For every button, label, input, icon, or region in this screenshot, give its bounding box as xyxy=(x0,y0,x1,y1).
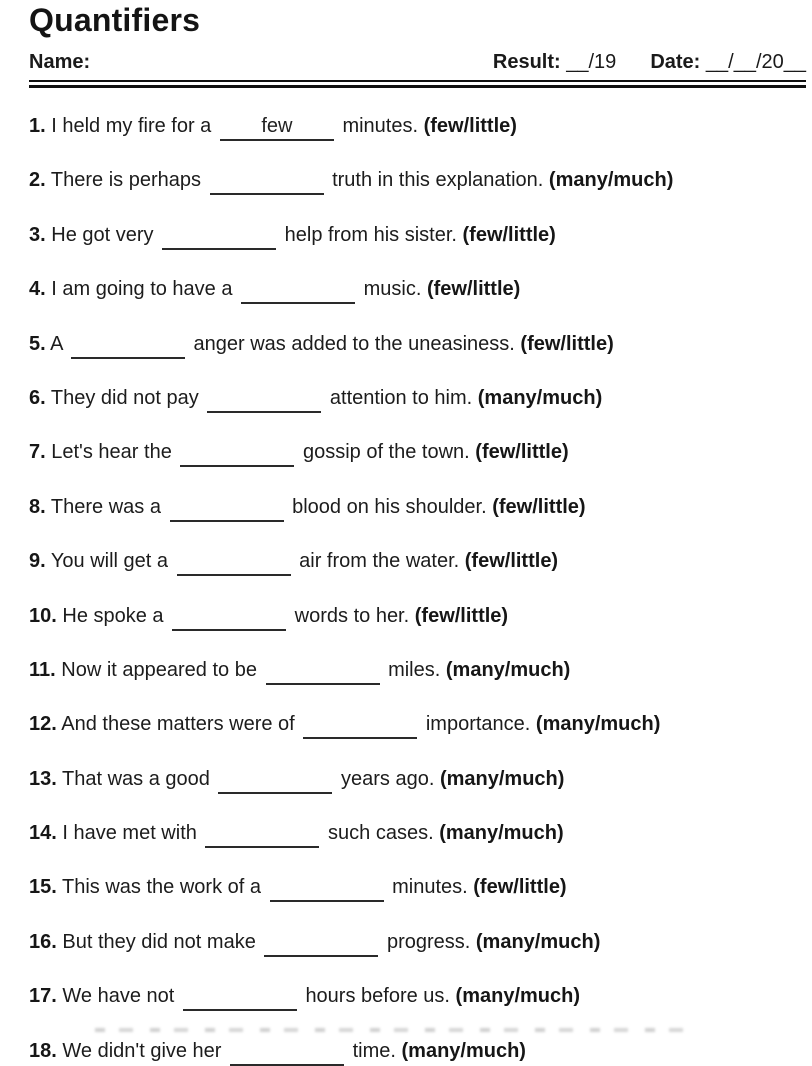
question-row xyxy=(29,712,806,739)
answer-blank[interactable] xyxy=(210,168,324,195)
question-text-before: He got very xyxy=(51,223,154,246)
answer-blank[interactable] xyxy=(270,875,384,902)
answer-blank[interactable] xyxy=(177,549,291,576)
question-number: 11. xyxy=(29,658,56,681)
answer-blank[interactable] xyxy=(71,332,185,359)
date-label: Date: xyxy=(650,51,701,73)
question-row xyxy=(29,440,806,467)
date-value: __/__/20__ xyxy=(705,51,806,73)
answer-blank[interactable] xyxy=(162,223,276,250)
answer-options: (few/little) xyxy=(462,223,556,246)
answer-text xyxy=(358,713,364,735)
question-text-after: miles. xyxy=(388,658,441,681)
question-row xyxy=(29,495,806,522)
answer-options: (few/little) xyxy=(426,278,521,301)
answer-blank[interactable] xyxy=(220,114,334,141)
question-row xyxy=(29,604,806,631)
question-text-after: time. xyxy=(352,1039,396,1062)
question-number: 1. xyxy=(29,115,46,137)
answer-options: (many/much) xyxy=(439,767,565,790)
answer-options: (few/little) xyxy=(475,441,569,464)
header-meta-right xyxy=(493,50,806,74)
answer-blank[interactable] xyxy=(172,604,286,631)
name-label: Name: xyxy=(29,51,91,73)
question-row xyxy=(29,1039,806,1066)
answer-text xyxy=(224,496,230,518)
question-row xyxy=(29,984,806,1011)
question-text-before: You will get a xyxy=(50,550,169,573)
question-text-before: Now it appeared to be xyxy=(61,658,257,681)
answer-blank[interactable] xyxy=(205,821,319,848)
question-number: 5. xyxy=(29,332,46,355)
answer-text xyxy=(284,1040,290,1062)
question-text-after: attention to him. xyxy=(329,386,473,409)
header-meta-row xyxy=(29,50,806,74)
answer-options: (many/much) xyxy=(535,713,661,736)
header-divider xyxy=(29,80,806,88)
answer-blank[interactable] xyxy=(207,386,321,413)
question-number: 13. xyxy=(29,767,57,790)
question-number: 16. xyxy=(29,930,57,953)
question-row xyxy=(29,114,806,141)
question-text-before: We didn't give her xyxy=(62,1039,222,1062)
answer-options: (many/much) xyxy=(439,822,564,845)
answer-options: (many/much) xyxy=(445,658,571,681)
answer-options: (few/little) xyxy=(473,876,567,899)
question-text-before: He spoke a xyxy=(62,604,164,627)
question-row xyxy=(29,223,806,250)
answer-text xyxy=(324,876,330,898)
answer-text xyxy=(264,169,270,191)
question-text-after: truth in this explanation. xyxy=(332,169,544,192)
question-text-after: such cases. xyxy=(328,822,434,845)
answer-options: (many/much) xyxy=(401,1039,526,1062)
answer-text xyxy=(260,822,266,844)
question-text-before: And these matters were of xyxy=(61,713,295,736)
answer-blank[interactable] xyxy=(180,440,294,467)
answer-text xyxy=(273,768,279,790)
answer-text xyxy=(125,333,131,355)
answer-text xyxy=(237,985,243,1007)
answer-options: (few/little) xyxy=(414,604,509,627)
answer-text xyxy=(319,931,325,953)
question-number: 10. xyxy=(29,604,57,627)
question-number: 9. xyxy=(29,550,46,573)
question-row xyxy=(29,821,806,848)
question-number: 7. xyxy=(29,441,46,464)
question-text-before: This was the work of a xyxy=(62,876,261,899)
question-text-after: gossip of the town. xyxy=(302,441,470,464)
question-text-after: minutes. xyxy=(342,115,419,137)
question-text-before: Let's hear the xyxy=(51,441,172,464)
answer-blank[interactable] xyxy=(230,1039,344,1066)
question-row xyxy=(29,277,806,304)
answer-blank[interactable] xyxy=(170,495,284,522)
answer-options: (few/little) xyxy=(520,332,614,355)
answer-blank[interactable] xyxy=(183,984,297,1011)
answer-options: (few/little) xyxy=(423,115,517,137)
answer-text xyxy=(226,605,232,627)
question-list xyxy=(29,114,806,1066)
question-number: 6. xyxy=(29,386,46,409)
answer-blank[interactable] xyxy=(303,712,417,739)
question-text-after: anger was added to the uneasiness. xyxy=(193,332,515,355)
answer-text xyxy=(231,550,237,572)
question-text-before: There was a xyxy=(50,495,161,518)
date-field xyxy=(650,50,806,74)
result-label: Result: xyxy=(492,51,561,73)
answer-text xyxy=(216,224,222,246)
question-row xyxy=(29,875,806,902)
question-number: 4. xyxy=(29,278,46,301)
answer-options: (many/much) xyxy=(548,169,674,192)
question-text-after: minutes. xyxy=(392,876,468,899)
answer-options: (many/much) xyxy=(455,985,580,1008)
question-text-after: years ago. xyxy=(341,767,435,790)
answer-options: (few/little) xyxy=(464,550,559,573)
question-number: 15. xyxy=(29,876,57,899)
question-row xyxy=(29,168,806,195)
question-text-after: hours before us. xyxy=(305,985,450,1008)
question-text-after: blood on his shoulder. xyxy=(292,495,487,518)
answer-text xyxy=(295,278,301,300)
question-number: 12. xyxy=(29,713,57,736)
question-text-before: We have not xyxy=(62,985,175,1008)
question-text-after: help from his sister. xyxy=(284,223,457,246)
question-number: 14. xyxy=(29,822,57,845)
question-text-before: A xyxy=(50,332,63,355)
question-text-after: progress. xyxy=(386,930,471,953)
cut-off-next-line xyxy=(95,1028,695,1032)
answer-blank[interactable] xyxy=(218,767,332,794)
question-number: 3. xyxy=(29,223,46,246)
answer-options: (few/little) xyxy=(492,495,586,518)
question-text-before: I held my fire for a xyxy=(51,115,212,137)
answer-options: (many/much) xyxy=(475,930,601,953)
answer-blank[interactable] xyxy=(266,658,380,685)
question-row xyxy=(29,930,806,957)
answer-blank[interactable] xyxy=(264,930,378,957)
question-row xyxy=(29,386,806,413)
page-title: Quantifiers xyxy=(29,2,201,38)
answer-text xyxy=(320,659,326,681)
question-text-after: words to her. xyxy=(294,604,410,627)
question-text-after: music. xyxy=(363,278,422,301)
question-text-after: importance. xyxy=(425,713,531,736)
result-field xyxy=(493,50,616,74)
question-text-before: I am going to have a xyxy=(51,278,233,301)
question-row xyxy=(29,332,806,359)
answer-text: few xyxy=(261,115,293,137)
answer-text xyxy=(235,441,241,463)
question-text-before: That was a good xyxy=(62,767,210,790)
answer-text xyxy=(262,387,268,409)
question-row xyxy=(29,658,806,685)
answer-blank[interactable] xyxy=(241,277,355,304)
question-text-before: There is perhaps xyxy=(50,169,201,192)
question-number: 8. xyxy=(29,495,46,518)
question-row xyxy=(29,767,806,794)
question-text-before: I have met with xyxy=(62,822,197,845)
worksheet-content xyxy=(29,2,806,1066)
question-text-after: air from the water. xyxy=(299,550,460,573)
question-text-before: But they did not make xyxy=(62,930,256,953)
question-number: 17. xyxy=(29,985,57,1008)
question-number: 2. xyxy=(29,169,46,192)
question-row xyxy=(29,549,806,576)
question-text-before: They did not pay xyxy=(50,386,199,409)
question-number: 18. xyxy=(29,1039,57,1062)
result-value: __/19 xyxy=(566,51,617,73)
answer-options: (many/much) xyxy=(477,386,603,409)
